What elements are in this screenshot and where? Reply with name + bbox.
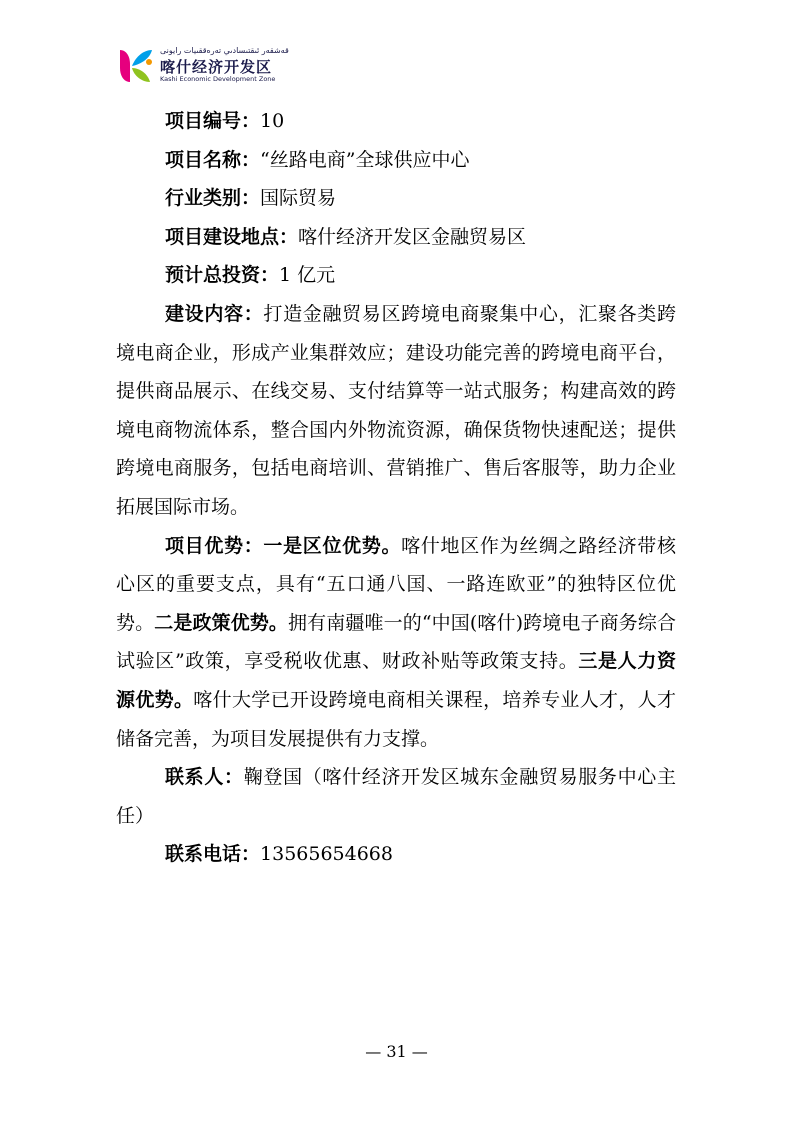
phone-value: 13565654668: [260, 843, 393, 866]
contact-label: 联系人：: [165, 766, 244, 789]
contact-paragraph: [116, 758, 676, 835]
advantage-1-title: 一是区位优势。: [263, 534, 402, 557]
phone-label: 联系电话：: [165, 843, 261, 866]
investment-value: 1 亿元: [279, 264, 336, 287]
project-number-row: [116, 102, 676, 141]
project-name-value: “丝路电商”全球供应中心: [260, 148, 470, 171]
location-value: 喀什经济开发区金融贸易区: [298, 225, 527, 248]
construction-content-label: 建设内容：: [165, 302, 264, 325]
construction-content-text: 打造金融贸易区跨境电商聚集中心，汇聚各类跨境电商企业，形成产业集群效应；建设功能完善的跨境电商平台，提供商品展示、在线交易、支付结算等一站式服务；构建高效的跨境电商物流体系，整合国内外物流资源，确保货物快速配送；提供跨境电商服务，包括电商培训、营销推广、售后客服等，助力企业拓展国际市场。: [116, 302, 676, 518]
logo-english-text: Kashi Economic Development Zone: [160, 75, 276, 83]
contact-value: 鞠登国（喀什经济开发区城东金融贸易服务中心主任）: [116, 766, 676, 827]
advantage-1-text: 喀什地区作为丝绸之路经济带核心区的重要支点，具有“五口通八国、一路连欧亚”的独特区位优势。: [116, 534, 676, 634]
project-details: [116, 102, 676, 874]
project-name-label: 项目名称：: [165, 148, 261, 171]
investment-label: 预计总投资：: [165, 264, 280, 287]
page-number: — 31 —: [365, 1042, 428, 1061]
project-name-row: [116, 141, 676, 180]
investment-row: [116, 256, 676, 295]
industry-value: 国际贸易: [260, 187, 337, 210]
advantage-2-text: 拥有南疆唯一的“中国(喀什)跨境电子商务综合试验区”政策，享受税收优惠、财政补贴等政策支持。: [116, 611, 676, 673]
logo-uyghur-text: قەشقەر ئىقتىسادىي تەرەققىيات رايونى: [160, 46, 289, 55]
industry-row: [116, 179, 676, 218]
advantage-3-text: 喀什大学已开设跨境电商相关课程，培养专业人才，人才储备完善，为项目发展提供有力支撑。: [116, 688, 676, 750]
phone-row: [116, 835, 676, 874]
advantage-paragraph: [116, 527, 676, 759]
industry-label: 行业类别：: [165, 187, 261, 210]
project-number-label: 项目编号：: [165, 110, 261, 132]
kashi-logo-mark-icon: [116, 46, 156, 86]
location-label: 项目建设地点：: [165, 225, 299, 248]
advantage-2-title: 二是政策优势。: [154, 611, 289, 634]
advantage-3-title: 三是人力资源优势。: [116, 650, 676, 711]
advantage-label: 项目优势：: [165, 534, 264, 557]
logo-chinese-text: 喀什经济开发区: [160, 58, 273, 76]
construction-content-paragraph: [116, 295, 676, 527]
project-number-value: 10: [260, 110, 285, 132]
location-row: [116, 218, 676, 257]
kashi-logo: [116, 42, 289, 90]
